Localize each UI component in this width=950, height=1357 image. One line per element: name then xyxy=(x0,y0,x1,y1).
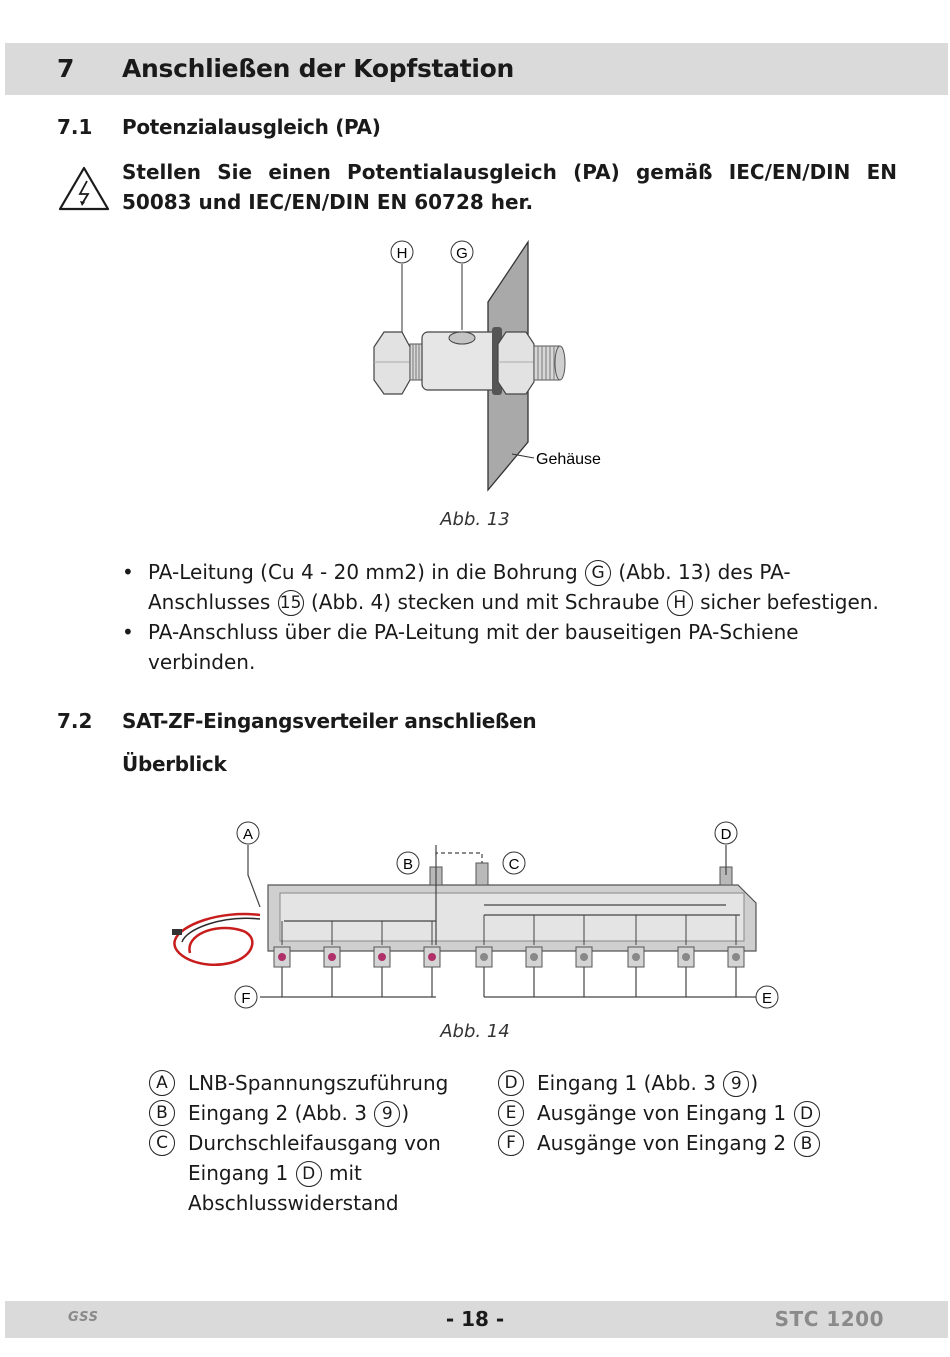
section-number: 7.1 xyxy=(57,115,93,139)
legend-left xyxy=(148,1068,478,1218)
figure-input-distributor xyxy=(160,815,800,1015)
figure-equipotential-terminal xyxy=(340,232,630,502)
legend-item-b: B Eingang 2 (Abb. 3 9 ) xyxy=(148,1098,478,1128)
callout-b: B xyxy=(402,856,414,873)
legend-item-c: C Durchschleifausgang von Eingang 1 D mit Abschlusswiderstand xyxy=(148,1128,478,1218)
callout-h: H xyxy=(396,245,408,262)
chapter-title: Anschließen der Kopfstation xyxy=(122,54,515,83)
reference-marker: G xyxy=(585,560,611,586)
housing-label: Gehäuse xyxy=(536,451,601,468)
connector-pin xyxy=(278,953,286,961)
callout-d: D xyxy=(720,826,732,843)
connector-pin xyxy=(428,953,436,961)
callout-f: F xyxy=(241,990,251,1007)
legend-item-f: F Ausgänge von Eingang 2 B xyxy=(497,1128,857,1158)
instruction-list xyxy=(122,557,912,677)
subsection-title: Überblick xyxy=(122,752,227,776)
model-name: STC 1200 xyxy=(774,1307,884,1331)
callout-a: A xyxy=(242,826,254,843)
connector-pin xyxy=(480,953,488,961)
connector-pin xyxy=(328,953,336,961)
section-title: SAT-ZF-Eingangsverteiler anschließen xyxy=(122,709,537,733)
connector-pin xyxy=(378,953,386,961)
section-number: 7.2 xyxy=(57,709,93,733)
connector-pin xyxy=(732,953,740,961)
section-title: Potenzialausgleich (PA) xyxy=(122,115,381,139)
list-item: • PA-Leitung (Cu 4 - 20 mm2) in die Bohrung G (Abb. 13) des PA-Anschlusses 15 (Abb. 4) stecken und mit Schraube H sicher befestigen. xyxy=(122,557,912,617)
callout-c: C xyxy=(508,856,520,873)
list-item: • PA-Anschluss über die PA-Leitung mit der bauseitigen PA-Schiene verbinden. xyxy=(122,617,912,677)
connector-pin xyxy=(682,953,690,961)
legend-right xyxy=(497,1068,857,1158)
warning-electric-icon xyxy=(58,165,110,211)
connector-pin xyxy=(580,953,588,961)
connector-pin xyxy=(632,953,640,961)
page-number: - 18 - xyxy=(445,1307,505,1331)
gss-logo: GSS xyxy=(68,1310,99,1325)
figure-caption: Abb. 13 xyxy=(440,509,510,530)
chapter-number: 7 xyxy=(57,54,75,83)
legend-item-d: D Eingang 1 (Abb. 3 9 ) xyxy=(497,1068,857,1098)
reference-marker: H xyxy=(667,590,693,616)
reference-marker: 15 xyxy=(278,590,304,616)
connector-pin xyxy=(530,953,538,961)
callout-g: G xyxy=(456,245,468,262)
callout-e: E xyxy=(761,990,773,1007)
legend-item-e: E Ausgänge von Eingang 1 D xyxy=(497,1098,857,1128)
warning-text: Stellen Sie einen Potentialausgleich (PA) gemäß IEC/EN/DIN EN 50083 und IEC/EN/DIN EN 60728 her. xyxy=(122,160,897,214)
legend-item-a: A LNB-Spannungszuführung xyxy=(148,1068,478,1098)
figure-caption: Abb. 14 xyxy=(440,1021,510,1042)
